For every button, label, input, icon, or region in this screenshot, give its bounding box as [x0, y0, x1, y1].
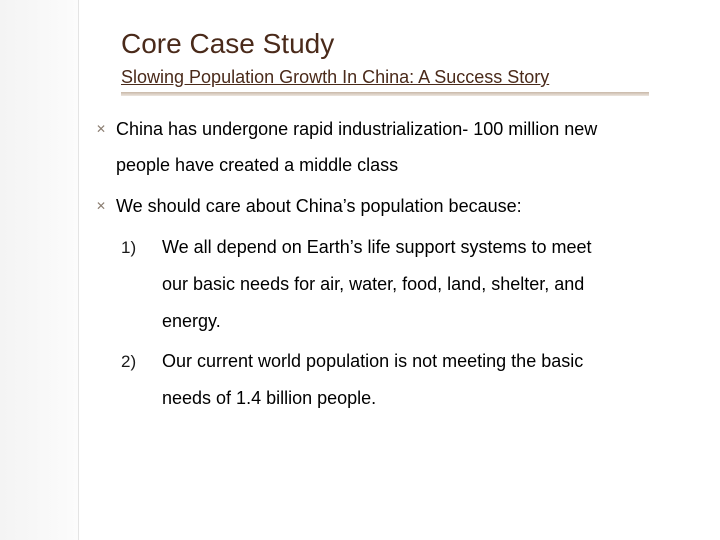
subtitle-underline-rule — [121, 92, 649, 96]
numbered-item-1-line-2: our basic needs for air, water, food, land, shelter, and — [162, 274, 585, 294]
slide-title: Core Case Study — [121, 28, 335, 59]
numbered-item-2-line-1: Our current world population is not meeting the basic — [162, 351, 584, 371]
numbered-item-1-line-3: energy. — [162, 311, 221, 331]
left-bar-divider — [78, 0, 79, 540]
bullet-2-line-1: We should care about China’s population because: — [116, 196, 522, 216]
numbered-item-1-number: 1) — [121, 238, 137, 257]
bullet-1-line-2: people have created a middle class — [116, 155, 399, 175]
numbered-item-1-line-1: We all depend on Earth’s life support systems to meet — [162, 237, 592, 257]
bullet-marker-icon: ✕ — [96, 199, 107, 213]
bullet-1-line-1: China has undergone rapid industrialization- 100 million new — [116, 119, 598, 139]
numbered-item-2-number: 2) — [121, 352, 137, 371]
slide-subtitle: Slowing Population Growth In China: A Success Story — [121, 67, 550, 87]
bullet-marker-icon: ✕ — [96, 122, 107, 136]
numbered-item-2-line-2: needs of 1.4 billion people. — [162, 388, 377, 408]
left-decorative-bar — [0, 0, 78, 540]
